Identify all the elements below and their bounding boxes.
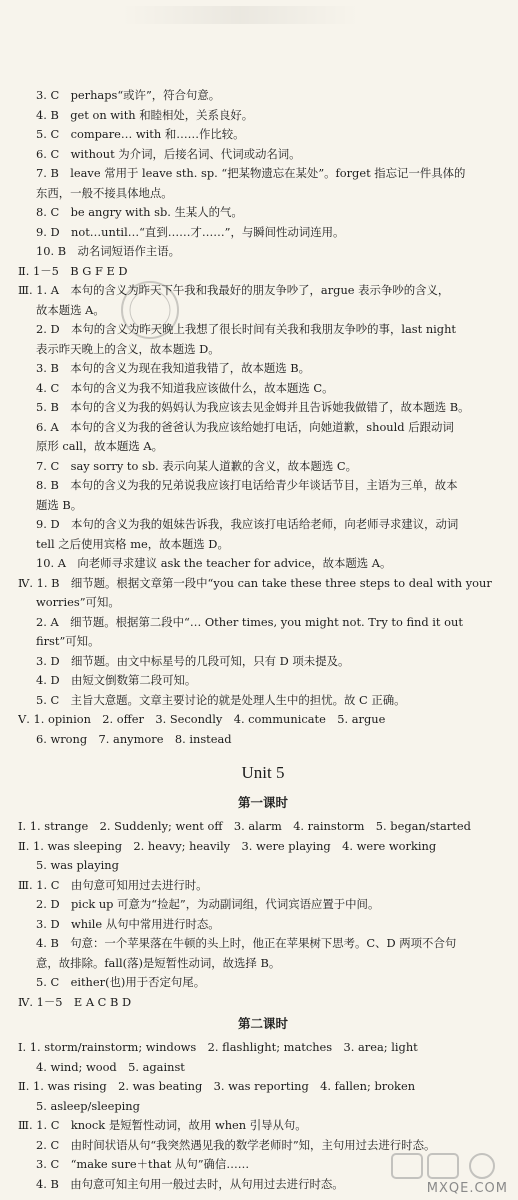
lesson-title: 第二课时 [237, 1016, 288, 1031]
answer-line: 10. B 动名词短语作主语。 [36, 244, 181, 258]
answer-line: 3. D while 从句中常用进行时态。 [36, 916, 220, 931]
answer-line: 5. C compare… with 和……作比较。 [36, 127, 245, 141]
watermark-text: MXQE.COM [426, 1181, 508, 1196]
answer-line: 4. C 本句的含义为我不知道我应该做什么，故本题选 C。 [36, 380, 334, 395]
answer-line: 5. B 本句的含义为我的妈妈认为我应该去见金姆并且告诉她我做错了，故本题选 B。 [36, 400, 470, 414]
answer-line: 2. D 本句的含义为昨天晚上我想了很长时间有关我和我朋友争吵的事，last night [36, 322, 457, 336]
section-answer: Ⅰ. 1. storm/rainstorm; windows 2. flashlight; matches 3. area; light [18, 1040, 418, 1054]
answer-line: 原形 call，故本题选 A。 [36, 439, 164, 453]
answer-line: 3. D 细节题。由文中标星号的几段可知，只有 D 项未提及。 [36, 653, 350, 668]
answer-content [18, 86, 508, 1194]
section-answer: Ⅱ. 1－5 B G F E D [18, 263, 128, 278]
answer-line: 题选 B。 [36, 497, 83, 512]
answer-line: 5. asleep/sleeping [36, 1098, 140, 1113]
answer-line: 2. C 由时间状语从句“我突然遇见我的数学老师时”知，主句用过去进行时态。 [36, 1137, 436, 1152]
answer-line: 5. C either(也)用于否定句尾。 [36, 975, 206, 989]
section-answer: Ⅳ. 1－5 E A C B D [18, 994, 132, 1009]
answer-line: 9. D 本句的含义为我的姐妹告诉我，我应该打电话给老师，向老师寻求建议，动词 [36, 517, 459, 531]
answer-line: first”可知。 [36, 634, 100, 648]
answer-line: 6. C without 为介词，后接名词、代词或动名词。 [36, 146, 301, 161]
answer-line: 5. C 主旨大意题。文章主要讨论的就是处理人生中的担忧。故 C 正确。 [36, 692, 406, 707]
answer-line: 6. wrong 7. anymore 8. instead [36, 731, 232, 746]
section-answer: Ⅴ. 1. opinion 2. offer 3. Secondly 4. communicate 5. argue [18, 712, 386, 726]
answer-line: 3. C “make sure＋that 从句”确信…… [36, 1157, 250, 1171]
section-answer: Ⅱ. 1. was rising 2. was beating 3. was reporting 4. fallen; broken [18, 1079, 416, 1093]
answer-line: 7. C say sorry to sb. 表示向某人道歉的含义，故本题选 C。 [36, 458, 357, 473]
answer-line: 2. A 细节题。根据第二段中“… Other times, you might not. Try to find it out [36, 614, 463, 629]
answer-line: 4. B 句意：一个苹果落在牛顿的头上时，他正在苹果树下思考。C、D 两项不合句 [36, 936, 457, 950]
answer-line: 故本题选 A。 [36, 302, 105, 317]
answer-line: 8. C be angry with sb. 生某人的气。 [36, 205, 243, 219]
section-answer: Ⅲ. 1. C knock 是短暂性动词，故用 when 引导从句。 [18, 1118, 307, 1132]
lesson-title: 第一课时 [237, 795, 288, 810]
answer-line: 8. B 本句的含义为我的兄弟说我应该打电话给青少年谈话节目，主语为三单，故本 [36, 478, 458, 492]
answer-line: worries”可知。 [36, 595, 120, 609]
answer-line: 表示昨天晚上的含义，故本题选 D。 [36, 341, 220, 356]
answer-line: 5. was playing [36, 858, 119, 872]
answer-line: 2. D pick up 可意为“捡起”，为动副词组，代词宾语应置于中间。 [36, 897, 380, 911]
section-answer: Ⅲ. 1. A 本句的含义为昨天下午我和我最好的朋友争吵了，argue 表示争吵的含义， [18, 283, 450, 297]
answer-line: 10. A 向老师寻求建议 ask the teacher for advice，故本题选 A。 [36, 556, 392, 570]
section-answer: Ⅰ. 1. strange 2. Suddenly; went off 3. alarm 4. rainstorm 5. began/started [18, 819, 471, 833]
answer-line: 东西，一般不接具体地点。 [36, 185, 173, 200]
answer-line: 6. A 本句的含义为我的爸爸认为我应该给她打电话，向她道歉，should 后跟动词 [36, 419, 454, 434]
answer-line: 4. D 由短文倒数第二段可知。 [36, 673, 197, 687]
answer-line: 9. D not…until…“直到……才……”，与瞬间性动词连用。 [36, 224, 345, 239]
answer-line: 3. B 本句的含义为现在我知道我错了，故本题选 B。 [36, 361, 311, 375]
answer-line: 3. C perhaps“或许”，符合句意。 [36, 88, 221, 102]
answer-line: 4. B 由句意可知主句用一般过去时，从句用过去进行时态。 [36, 1176, 344, 1191]
section-answer: Ⅲ. 1. C 由句意可知用过去进行时。 [18, 877, 208, 892]
scan-smudge [120, 6, 360, 24]
unit-title: Unit 5 [241, 763, 285, 782]
answer-line: 4. wind; wood 5. against [36, 1059, 185, 1074]
section-answer: Ⅱ. 1. was sleeping 2. heavy; heavily 3. were playing 4. were working [18, 838, 437, 853]
answer-line: tell 之后使用宾格 me，故本题选 D。 [36, 536, 229, 551]
answer-line: 意，故排除。fall(落)是短暂性动词，故选择 B。 [36, 955, 281, 970]
section-answer: Ⅳ. 1. B 细节题。根据文章第一段中“you can take these three steps to deal with your [18, 575, 492, 590]
answer-line: 7. B leave 常用于 leave sth. sp. “把某物遗忘在某处”。forget 指忘记一件具体的 [36, 166, 466, 180]
answer-line: 4. B get on with 和睦相处，关系良好。 [36, 107, 254, 122]
